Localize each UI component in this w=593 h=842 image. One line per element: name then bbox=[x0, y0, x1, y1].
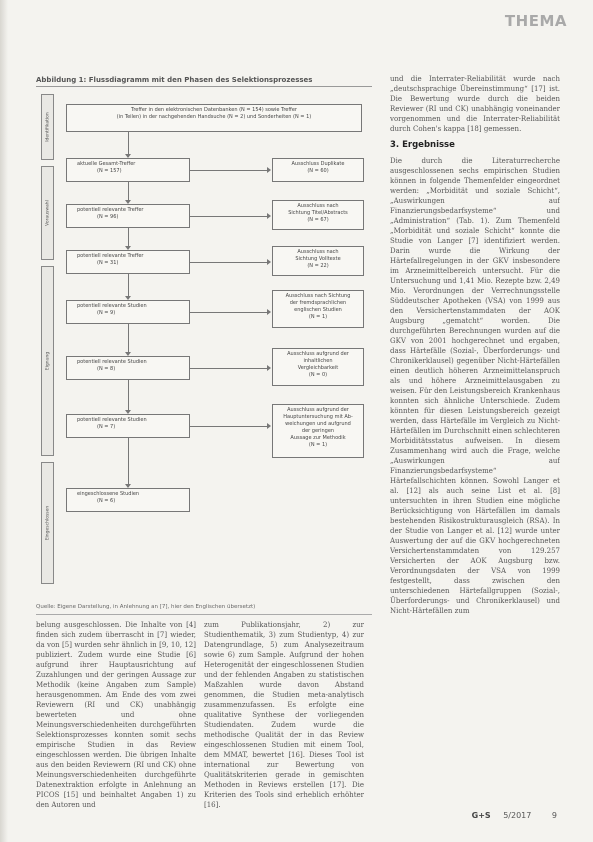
box-relevant-studies-3: potentiell relevante Studien (N = 7) bbox=[66, 414, 190, 438]
box-included-studies: eingeschlossene Studien (N = 6) bbox=[66, 488, 190, 512]
phase-included: Eingeschlossen bbox=[41, 462, 54, 584]
arrow bbox=[267, 167, 271, 173]
issue-number: 5/2017 bbox=[503, 811, 532, 820]
text-column-left bbox=[36, 620, 196, 816]
figure-source: Quelle: Eigene Darstellung, in Anlehnung an [7], hier den Englischen übersetzt) bbox=[36, 604, 256, 610]
arrow bbox=[267, 309, 271, 315]
connector bbox=[128, 132, 129, 156]
box-excl-duplicates: Ausschluss Duplikate (N = 60) bbox=[272, 158, 364, 182]
figure-caption: Abbildung 1: Flussdiagramm mit den Phasen des Selektionsprozesses bbox=[36, 76, 313, 84]
arrow bbox=[267, 213, 271, 219]
box-relevant-studies-1: potentiell relevante Studien (N = 9) bbox=[66, 300, 190, 324]
connector bbox=[128, 438, 129, 486]
box-relevant-studies-2: potentiell relevante Studien (N = 8) bbox=[66, 356, 190, 380]
phase-screening: Vorauswahl bbox=[41, 166, 54, 260]
source-rule bbox=[36, 614, 372, 615]
connector bbox=[128, 182, 129, 202]
connector bbox=[190, 216, 268, 217]
text-column-middle bbox=[204, 620, 364, 816]
connector bbox=[190, 262, 268, 263]
connector bbox=[128, 274, 129, 298]
figure-rule bbox=[36, 86, 372, 87]
paragraph: und die Interrater-Reliabilität wurde nach „deutschsprachige Übereinstimmung“ [17] ist. Die Bewertung wurde durch die beiden Reviewer (RI und CK) unabhängig voneinander vorgenommen und die Interrater-Reliabilität durch Cohen's kappa [18] gemessen. bbox=[390, 75, 560, 133]
page-footer bbox=[472, 811, 557, 820]
paragraph: belung ausgeschlossen. Die Inhalte von [4] finden sich zudem überrascht in [7] wieder, da von [5] wurden sehr ähnlich in [9, 10, 12] publiziert. Zudem wurde eine Studie [6] aufgrund ihrer Hauptausrichtung auf Zuzahlungen und der geringen Aussage zur Methodik (keine Angaben zum Sample) herausgenommen. Am Ende des vom zwei Reviewern (RI und CK) unabhängig bewerteten und ohne Meinungsverschiedenheiten durchgeführten Selektionsprozesses konnten somit sechs empirische Studien in das Review eingeschlossen werden. Die übrigen Inhalte aus den beiden Reviewern (RI und CK) ohne Meinungsverschiedenheiten durchgeführte Datenextraktion erfolgte in Anlehnung an PICOS [15] und beinhaltet Angaben 1) zu den Autoren und bbox=[36, 621, 196, 809]
connector bbox=[190, 368, 268, 369]
arrow bbox=[267, 365, 271, 371]
box-total-hits: aktuelle Gesamt-Treffer (N = 157) bbox=[66, 158, 190, 182]
box-excl-method: Ausschluss aufgrund der Hauptuntersuchung mit Ab- weichungen und aufgrund der geringen Aussage zur Methodik (N = 1) bbox=[272, 404, 364, 458]
box-relevant-hits-1: potentiell relevante Treffer (N = 96) bbox=[66, 204, 190, 228]
box-excl-fulltext: Ausschluss nach Sichtung Volltexte (N = 22) bbox=[272, 246, 364, 276]
phase-identification: Identifikation bbox=[41, 94, 54, 160]
paragraph: zum Publikationsjahr, 2) zur Studienthematik, 3) zum Studientyp, 4) zur Datengrundlage, 5) zum Analysezeitraum sowie 6) zum Sample. Aufgrund der hohen Heterogenität der eingeschlossenen Studien und der fehlenden Angaben zu statistischen Maßzahlen wurde davon Abstand genommen, die Studien meta-analytisch zusammenzufassen. Es erfolgte eine qualitative Synthese der vorliegenden Studiendaten. Zudem wurde die methodische Qualität der in das Review eingeschlossenen Studien mit einem Tool, dem MMAT, bewertet [16]. Dieses Tool ist international zur Bewertung von Qualitätskriterien gerade in gemischten Methoden in Reviews erstellen [17]. Die Kriterien des Tools sind erheblich erhöhter [16]. bbox=[204, 621, 364, 809]
box-excl-foreign: Ausschluss nach Sichtung der fremdsprachlichen englischen Studien (N = 1) bbox=[272, 290, 364, 328]
flowchart bbox=[36, 90, 372, 600]
connector bbox=[128, 228, 129, 248]
connector bbox=[190, 426, 268, 427]
box-excl-title-abstract: Ausschluss nach Sichtung Titel/Abstracts (N = 67) bbox=[272, 200, 364, 230]
phase-eligibility: Eignung bbox=[41, 266, 54, 456]
connector bbox=[190, 170, 268, 171]
paragraph: Die durch die Literaturrecherche ausgeschlossenen sechs empirischen Studien können in folgende Themenfelder eingeordnet werden: „Morbidität und soziale Schicht“, „Auswirkungen auf Finanzierungsbedarfsysteme“ und „Administration“ (Tab. 1). Zum Themenfeld „Morbidität und soziale Schicht“ konnte die Studie von Langer [7] identifiziert werden. Darin wurde die Wirkung der Härtefallregelungen in der GKV insbesondere im Arzneimittelbereich untersucht. Für die Untersuchung und 1,41 Mio. Rezepte bzw. 2,49 Mio. Verordnungen der Verrechnungsstelle Süddeutscher Apotheken (VSA) von 1999 aus den Versichertenstammdaten der AOK Augsburg „gematcht“ worden. Die durchgeführten Berechnungen wurden auf die GKV von 2001 hochgerechnet und ergaben, dass Härtefälle (Sozial-, Überforderungs- und Chronikerklausel) gegenüber Nicht-Härtefällen einen deutlich höheren Arzneimittelanspruch als und höhere Arzneimittelausgaben zu weisen. Für den Leistungsbereich Krankenhaus konnten sich ähnliche Unterschiede. Zudem könnten für diesen Leistungsbereich gezeigt werden, dass Härtefälle im Vergleich zu Nicht-Härtefällen im Durchschnitt einen schlechteren Morbiditätsstatus aufweisen. In diesem Zusammenhang wird auch die Frage, welche „Auswirkungen auf Finanzierungsbedarfsysteme“ Härtefallschichten können. Sowohl Langer et al. [12] als auch seine List et al. [8] untersuchten in ihren Studien eine mögliche Berücksichtigung von Härtefällen im damals bestehenden Risikostrukturausgleich (RSA). In der Studie von Langer et al. [12] wurde unter Auswertung der auf die GKV hochgerechneten Versichertenstammdaten von 129.257 Versicherten der AOK Augsburg bzw. Verordnungsdaten der VSA von 1999 festgestellt, dass zwischen den unterschiedenen Härtefallgruppen (Sozial-, Überforderungs- und Chronikerklausel) und Nicht-Härtefällen zum bbox=[390, 157, 560, 615]
arrow bbox=[267, 259, 271, 265]
journal-name: G+S bbox=[471, 811, 491, 820]
page-number: 9 bbox=[551, 811, 557, 820]
text-column-right bbox=[390, 74, 560, 816]
page-edge-shadow bbox=[0, 0, 8, 842]
section-label: THEMA bbox=[504, 12, 567, 30]
section-heading: 3. Ergebnisse bbox=[390, 140, 455, 150]
box-relevant-hits-2: potentiell relevante Treffer (N = 31) bbox=[66, 250, 190, 274]
box-excl-design: Ausschluss aufgrund der inhaltlichen Vergleichbarkeit (N = 0) bbox=[272, 348, 364, 386]
connector bbox=[128, 324, 129, 354]
connector bbox=[190, 312, 268, 313]
connector bbox=[128, 380, 129, 412]
arrow bbox=[267, 423, 271, 429]
box-identification: Treffer in den elektronischen Datenbanken (N = 154) sowie Treffer (in Teilen) in der nachgehenden Handsuche (N = 2) und Sonderheiten (N = 1) bbox=[66, 104, 362, 132]
